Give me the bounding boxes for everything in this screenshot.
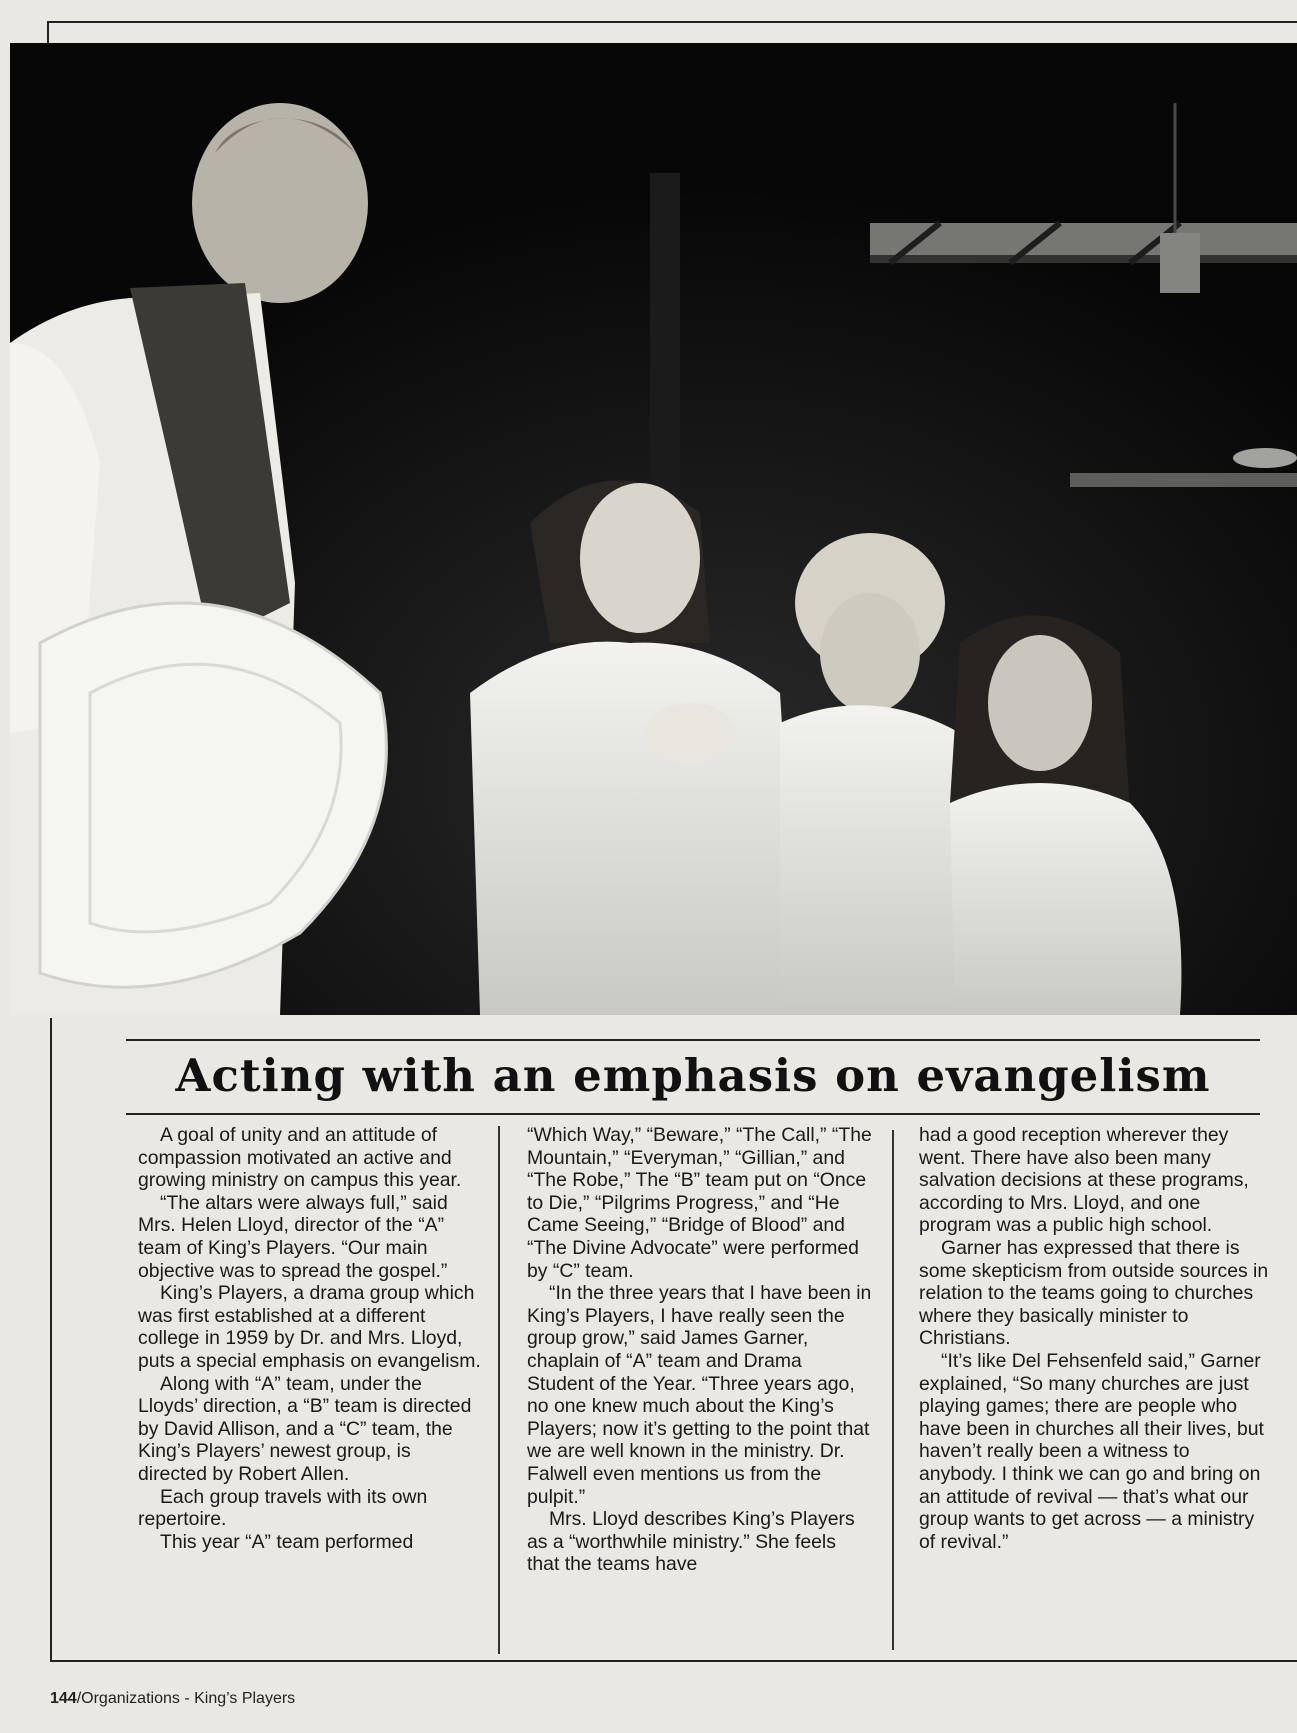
headline-rule-bottom	[126, 1113, 1260, 1115]
top-rule-tick	[47, 21, 49, 43]
paragraph: “The altars were always full,” said Mrs. Helen Lloyd, director of the “A” team of King’s Players. “Our main objective was to spread the gospel.”	[138, 1191, 448, 1282]
paragraph: had a good reception wherever they went. There have also been many salvation decisions at these programs, according to Mrs. Lloyd, and one program was a public high school.	[919, 1124, 1249, 1237]
paragraph: Garner has expressed that there is some skepticism from outside sources in relation to the teams going to churches where they basically minister to Christians.	[919, 1236, 1269, 1350]
paragraph: “Which Way,” “Beware,” “The Call,” “The Mountain,” “Everyman,” “Gillian,” and “The Robe,” The “B” team put on “Once to Die,” “Pilgrims Progress,” and “He Came Seeing,” “Bridge of Blood” and “The Divine Advocate” were performed by “C” team.	[527, 1124, 872, 1282]
stage-photo-illustration	[10, 43, 1297, 1015]
actress-blonde	[780, 533, 970, 1015]
article-column-3	[919, 1124, 1271, 1553]
paragraph: King’s Players, a drama group which was first established at a different college in 1959 by Dr. and Mrs. Lloyd, puts a special emphasis on evangelism.	[138, 1282, 481, 1372]
paragraph: “It’s like Del Fehsenfeld said,” Garner explained, “So many churches are just playing games; there are people who have been in churches all their lives, but haven’t really been a witness to anybody. I think we can go and bring on an attitude of revival — that’s what our group wants to get across — a ministry of revival.”	[919, 1349, 1264, 1553]
article-column-1	[138, 1124, 483, 1553]
paragraph: Each group travels with its own repertoire.	[138, 1485, 428, 1531]
page-number: 144	[50, 1690, 77, 1707]
paragraph: Mrs. Lloyd describes King’s Players as a “worthwhile ministry.” She feels that the teams have	[527, 1508, 855, 1576]
page-footer	[50, 1690, 295, 1708]
top-rule	[47, 21, 1297, 23]
headline: Acting with an emphasis on evangelism	[175, 1049, 1211, 1102]
paragraph: This year “A” team performed	[160, 1530, 414, 1553]
paragraph: A goal of unity and an attitude of compassion motivated an active and growing ministry on campus this year.	[138, 1124, 462, 1192]
article-column-2	[527, 1124, 872, 1576]
section-label: /Organizations - King’s Players	[76, 1690, 296, 1707]
column-divider	[498, 1126, 500, 1654]
stage-photo	[10, 43, 1297, 1015]
column-divider	[892, 1130, 894, 1650]
paragraph: Along with “A” team, under the Lloyds’ direction, a “B” team is directed by David Allison, and a “C” team, the King’s Players’ newest group, is directed by Robert Allen.	[138, 1372, 472, 1485]
paragraph: “In the three years that I have been in King’s Players, I have really seen the group grow,” said James Garner, chaplain of “A” team and Drama Student of the Year. “Three years ago, no one knew much about the King’s Players; now it’s getting to the point that we are well known in the ministry. Dr. Falwell even mentions us from the pulpit.”	[527, 1282, 872, 1508]
headline-rule-top	[126, 1039, 1260, 1041]
